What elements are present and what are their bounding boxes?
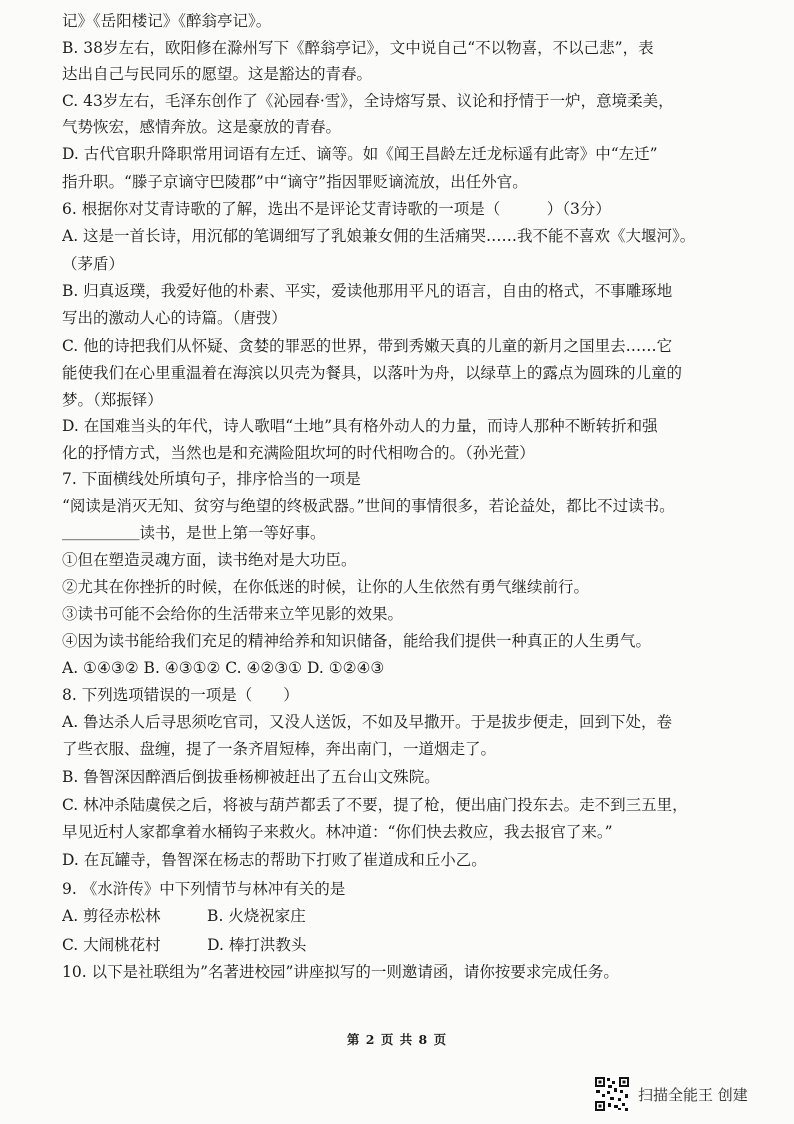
question-7: 7. 下面横线处所填句子，排序恰当的一项是	[62, 470, 361, 488]
text-line: ①但在塑造灵魂方面，读书绝对是大功臣。	[62, 551, 357, 569]
text-line: C. 他的诗把我们从怀疑、贪婪的罪恶的世界，带到秀嫩天真的儿童的新月之国里去……它	[62, 337, 673, 355]
text-line: ②尤其在你挫折的时候，在你低迷的时候，让你的人生依然有勇气继续前行。	[62, 578, 590, 596]
text-line: 能使我们在心里重温着在海滨以贝壳为餐具，以落叶为舟，以绿草上的露点为圆珠的儿童的	[62, 364, 683, 382]
text-line: ④因为读书能给我们充足的精神给养和知识储备，能给我们提供一种真正的人生勇气。	[62, 632, 652, 650]
text-line: D. 在瓦罐寺，鲁智深在杨志的帮助下打败了崔道成和丘小乙。	[62, 851, 487, 869]
text-line: D. 在国难当头的年代，诗人歌唱“土地”具有格外动人的力量，而诗人那种不断转折和强	[62, 417, 658, 435]
text-line: 了些衣服、盘缠，提了一条齐眉短棒，奔出南门，一道烟走了。	[62, 740, 497, 758]
question-6: 6. 根据你对艾青诗歌的了解，选出不是评论艾青诗歌的一项是（ ）（3分）	[62, 200, 611, 218]
question-9: 9. 《水浒传》中下列情节与林冲有关的是	[62, 880, 346, 898]
text-line: （茅盾）	[62, 255, 125, 273]
answer-options: C. 大闹桃花村 D. 棒打洪教头	[62, 936, 307, 954]
scanner-watermark	[594, 1076, 784, 1114]
question-8: 8. 下列选项错误的一项是（ ）	[62, 686, 299, 704]
text-line: 化的抒情方式，当然也是和充满险阻坎坷的时代相吻合的。（孙光萱）	[62, 444, 535, 462]
text-line: A. 这是一首长诗，用沉郁的笔调细写了乳娘兼女佣的生活痛哭……我不能不喜欢《大堰河》。	[62, 227, 696, 245]
text-line: C. 43岁左右，毛泽东创作了《沁园春·雪》，全诗熔写景、议论和抒情于一炉，意境柔美，	[62, 92, 674, 110]
text-line: A. 鲁达杀人后寻思须吃官司，又没人送饭，不如及早撒开。于是拔步便走，回到下处，卷	[62, 713, 673, 731]
text-line: B. 鲁智深因醉酒后倒拔垂杨柳被赶出了五台山文殊院。	[62, 768, 440, 786]
question-10: 10. 以下是社联组为”名著进校园”讲座拟写的一则邀请函，请你按要求完成任务。	[62, 963, 619, 981]
text-line: 指升职。“滕子京谪守巴陵郡”中“谪守”指因罪贬谪流放，出任外官。	[62, 173, 528, 191]
answer-options: A. ①④③② B. ④③①② C. ④②③① D. ①②④③	[62, 659, 385, 677]
text-line: 达出自己与民同乐的愿望。这是豁达的青春。	[62, 65, 373, 83]
text-line: 早见近村人家都拿着水桶钩子来救火。林冲道：“你们快去救应，我去报官了来。”	[62, 823, 613, 841]
text-line: D. 古代官职升降职常用词语有左迁、谪等。如《闻王昌龄左迁龙标遥有此寄》中“左迁”	[62, 145, 658, 163]
watermark-text: 扫描全能王 创建	[638, 1086, 748, 1104]
text-line: 写出的激动人心的诗篇。（唐弢）	[62, 309, 287, 327]
text-line: ＿＿＿＿＿读书，是世上第一等好事。	[62, 524, 326, 542]
text-line: 记》《岳阳楼记》《醉翁亭记》。	[62, 12, 272, 30]
page-number: 第 2 页 共 8 页	[346, 1032, 448, 1047]
text-line: 梦。（郑振铎）	[62, 391, 163, 409]
answer-options: A. 剪径赤松林 B. 火烧祝家庄	[62, 907, 306, 925]
text-line: ③读书可能不会给你的生活带来立竿见影的效果。	[62, 605, 404, 623]
qr-code-icon	[594, 1076, 630, 1112]
text-line: B. 归真返璞，我爱好他的朴素、平实，爱读他那用平凡的语言，自由的格式，不事雕琢地	[62, 282, 673, 300]
text-line: “阅读是消灭无知、贫穷与绝望的终极武器。”世间的事情很多，若论益处，都比不过读书。	[62, 497, 675, 515]
text-line: 气势恢宏，感情奔放。这是豪放的青春。	[62, 118, 342, 136]
text-line: B. 38岁左右，欧阳修在滁州写下《醉翁亭记》，文中说自己“不以物喜，不以己悲”，表	[62, 39, 654, 57]
text-line: C. 林冲杀陆虞侯之后，将被与葫芦都丢了不要，提了枪，便出庙门投东去。走不到三五里，	[62, 796, 688, 814]
